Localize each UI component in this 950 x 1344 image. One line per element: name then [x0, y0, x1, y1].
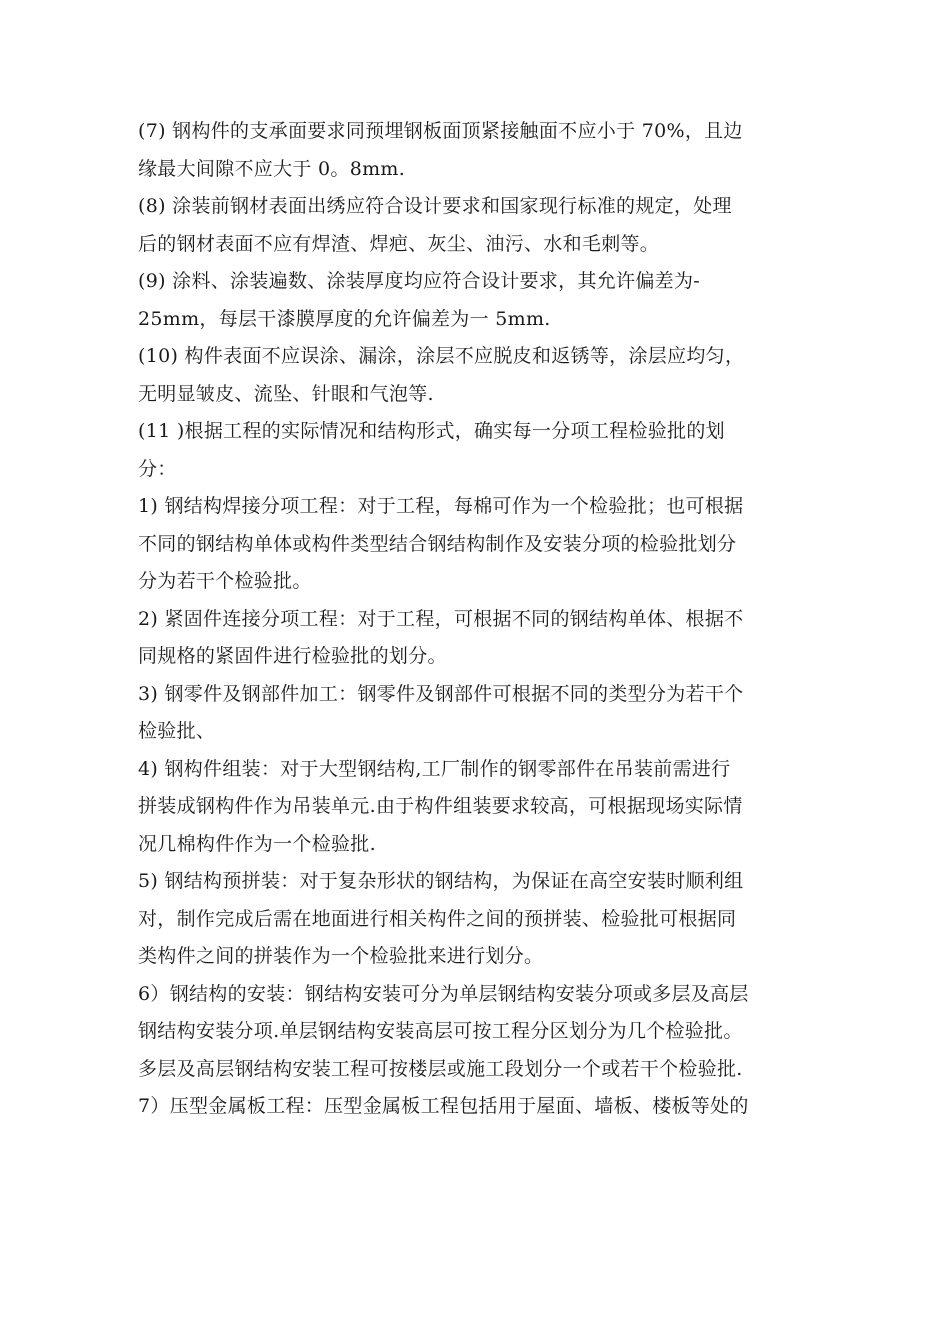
- text-line: (10) 构件表面不应误涂、漏涂，涂层不应脱皮和返锈等，涂层应均匀，: [138, 345, 745, 367]
- text-line: 同规格的紧固件进行检验批的划分。: [138, 645, 447, 667]
- text-line: 多层及高层钢结构安装工程可按楼层或施工段划分一个或若干个检验批.: [138, 1057, 743, 1080]
- text-line: 后的钢材表面不应有焊渣、焊疤、灰尘、油污、水和毛刺等。: [138, 232, 660, 255]
- text-line: 6）钢结构的安装：钢结构安装可分为单层钢结构安装分项或多层及高层: [138, 982, 749, 1005]
- text-line: 5) 钢结构预拼装：对于复杂形状的钢结构，为保证在高空安装时顺利组: [138, 870, 744, 892]
- text-line: (11 )根据工程的实际情况和结构形式，确实每一分项工程检验批的划: [138, 420, 725, 442]
- text-line: 分：: [138, 457, 177, 480]
- text-line: 7）压型金属板工程：压型金属板工程包括用于屋面、墙板、楼板等处的: [138, 1095, 749, 1117]
- text-line: 1) 钢结构焊接分项工程：对于工程，每棉可作为一个检验批；也可根据: [138, 495, 744, 517]
- text-line: 2) 紧固件连接分项工程：对于工程，可根据不同的钢结构单体、根据不: [138, 607, 744, 630]
- text-line: (8) 涂装前钢材表面出绣应符合设计要求和国家现行标准的规定，处理: [138, 195, 732, 217]
- text-line: (7) 钢构件的支承面要求同预埋钢板面顶紧接触面不应小于 70%，且边: [138, 120, 743, 142]
- text-line: 3) 钢零件及钢部件加工：钢零件及钢部件可根据不同的类型分为若干个: [138, 682, 744, 705]
- text-line: 类构件之间的拼装作为一个检验批来进行划分。: [138, 945, 544, 967]
- document-body: [138, 113, 828, 1126]
- text-line: (9) 涂料、涂装遍数、涂装厚度均应符合设计要求，其允许偏差为-: [138, 270, 700, 292]
- text-line: 4) 钢构件组装：对于大型钢结构,工厂制作的钢零部件在吊装前需进行: [138, 757, 731, 780]
- text-line: 拼装成钢构件作为吊装单元.由于构件组装要求较高，可根据现场实际情: [138, 795, 743, 817]
- text-line: 况几棉构件作为一个检验批.: [138, 832, 376, 855]
- text-line: 检验批、: [138, 720, 216, 742]
- text-line: 对，制作完成后需在地面进行相关构件之间的预拼装、检验批可根据同: [138, 907, 737, 930]
- text-line: 不同的钢结构单体或构件类型结合钢结构制作及安装分项的检验批划分: [138, 532, 737, 555]
- text-line: 钢结构安装分项.单层钢结构安装高层可按工程分区划分为几个检验批。: [138, 1020, 743, 1042]
- text-line: 分为若干个检验批。: [138, 570, 312, 592]
- text-line: 无明显皱皮、流坠、针眼和气泡等.: [138, 382, 434, 405]
- text-line: 缘最大间隙不应大于 0。8mm.: [138, 157, 406, 180]
- text-line: 25mm，每层干漆膜厚度的允许偏差为一 5mm.: [138, 307, 551, 330]
